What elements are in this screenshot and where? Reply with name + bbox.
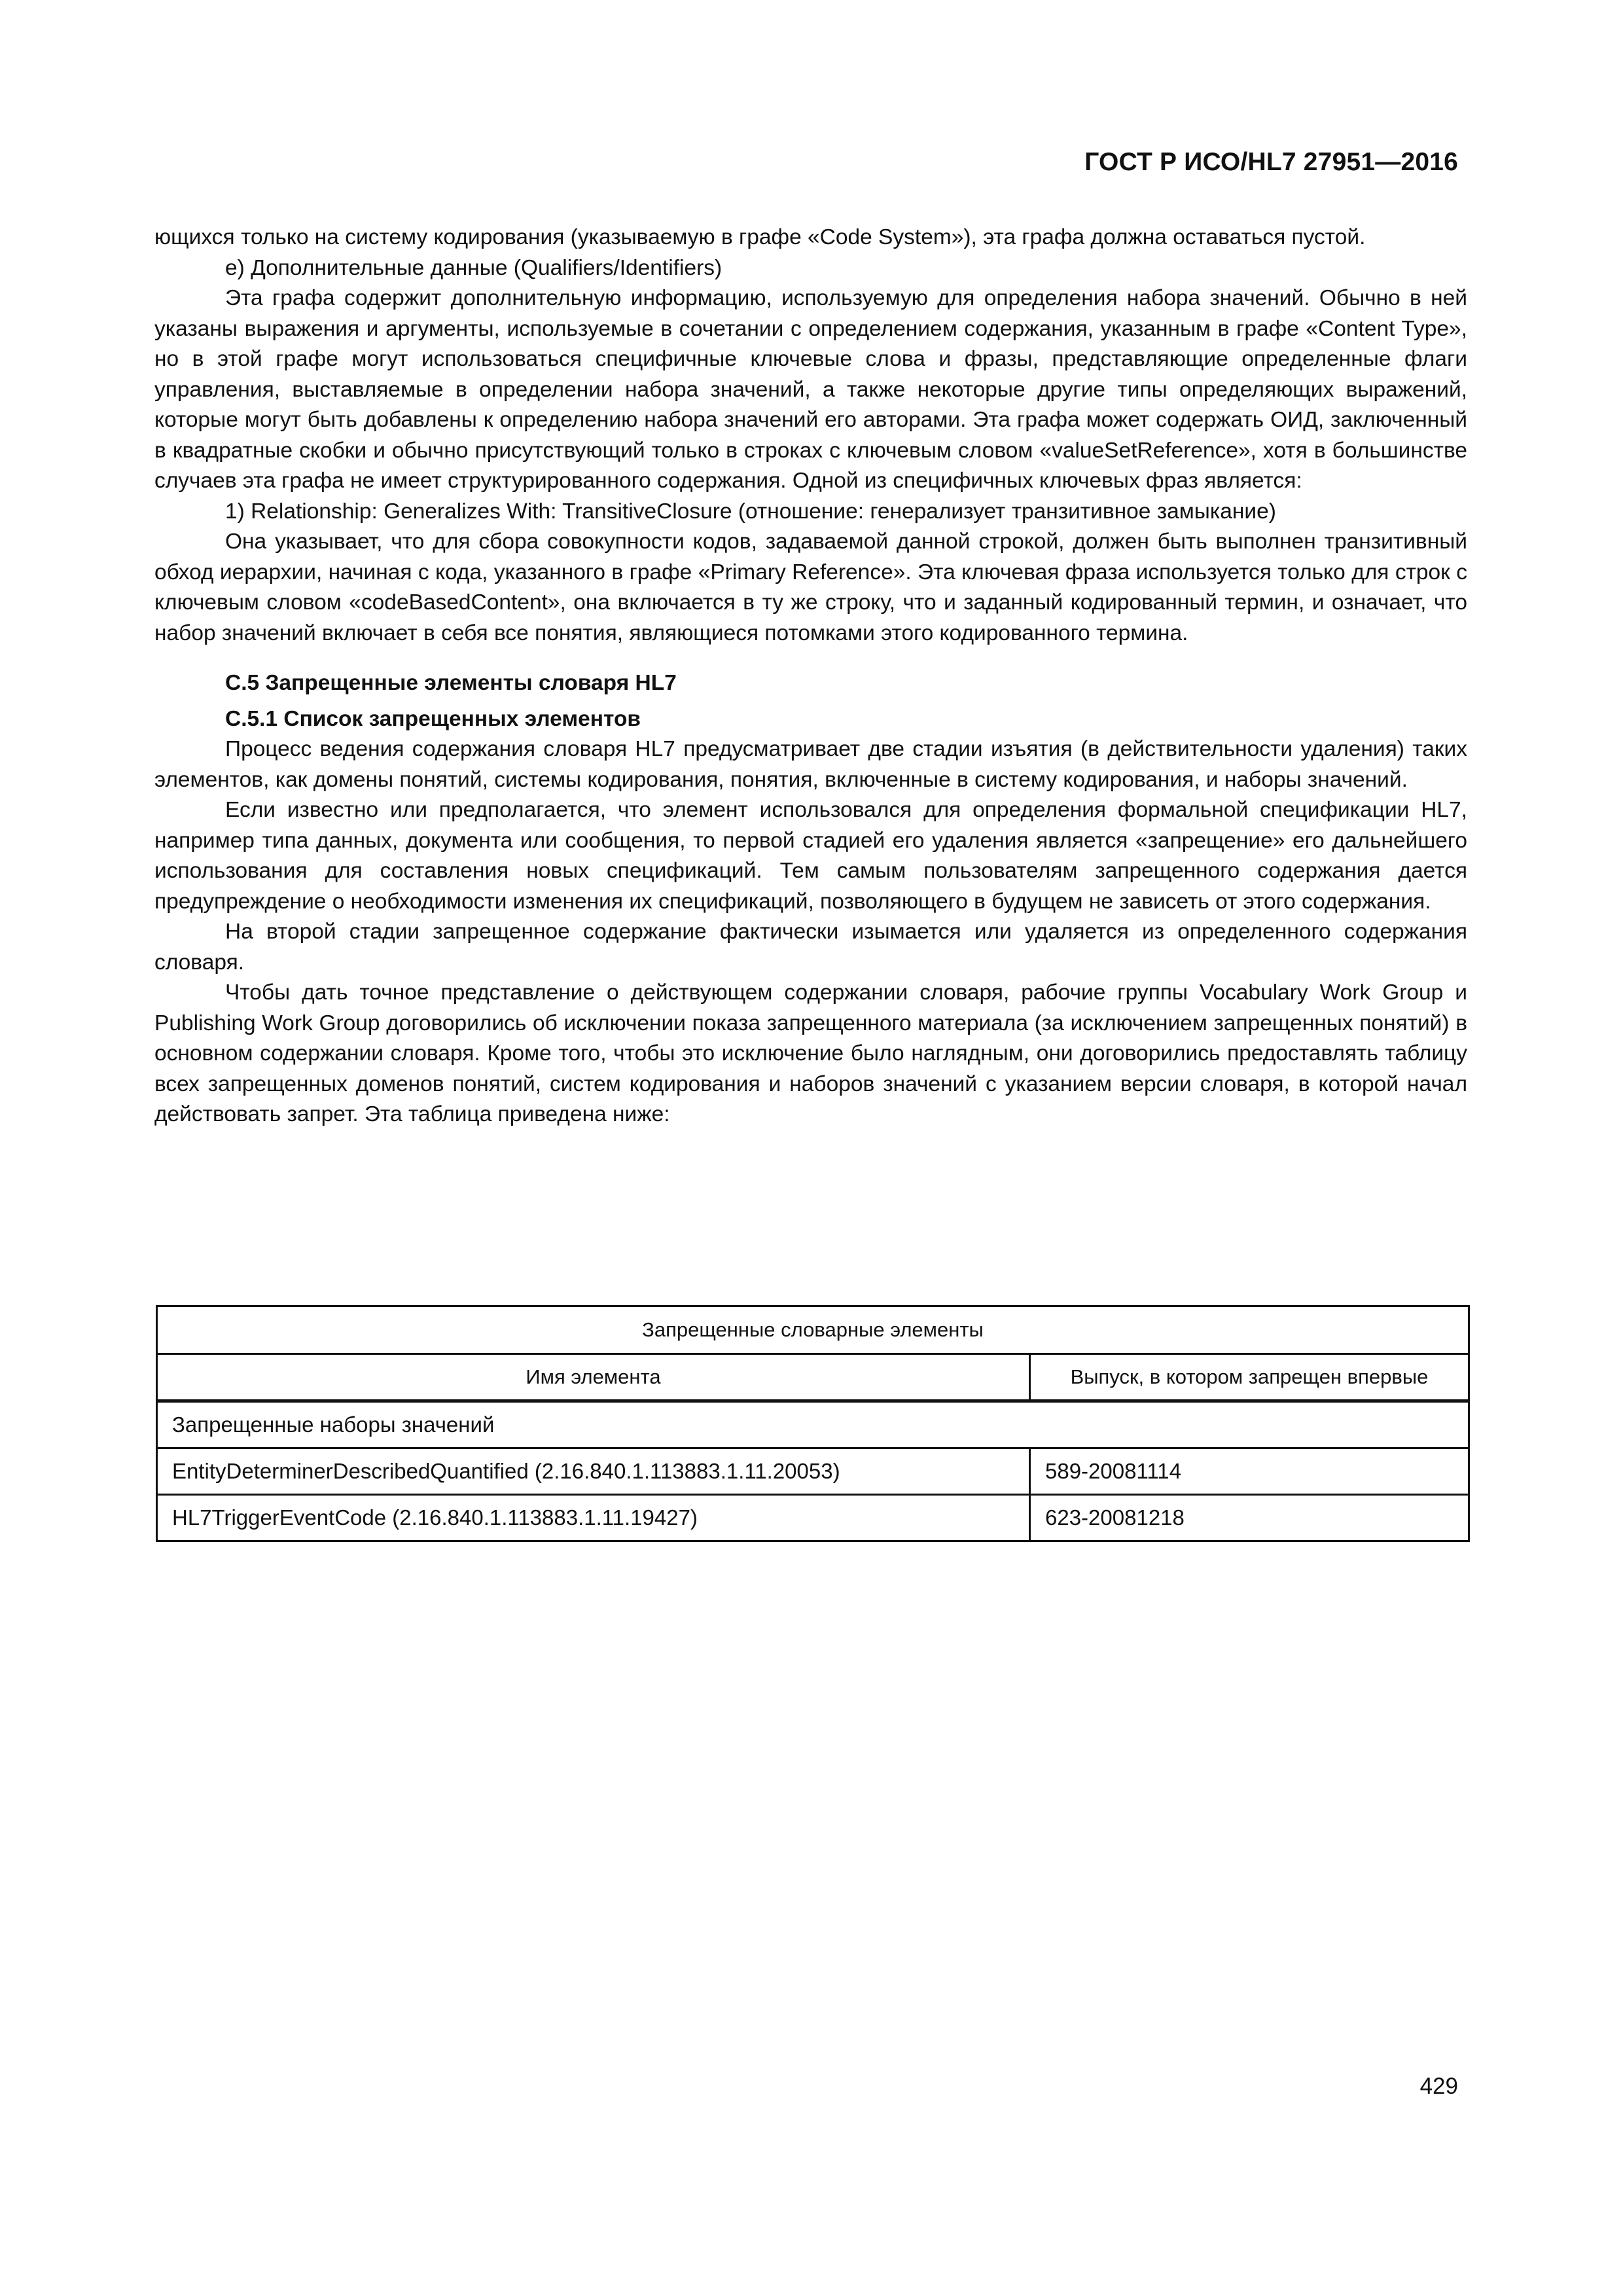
paragraph: ющихся только на систему кодирования (указываемую в графе «Code System»), эта графа должна оставаться пустой. bbox=[154, 225, 1366, 249]
paragraph: Она указывает, что для сбора совокупности кодов, задаваемой данной строкой, должен быть выполнен транзитивный обход иерархии, начиная с кода, указанного в графе «Primary Reference». Эта ключевая фраза используется только для строк с ключевым словом «codeBasedContent», она включается в ту же строку, что и заданный кодированный термин, и означает, что набор значений включает в себя все понятия, являющиеся потомками этого кодированного термина. bbox=[154, 529, 1467, 645]
table-title-row bbox=[157, 1306, 1469, 1354]
paragraph: Если известно или предполагается, что элемент использовался для определения формальной спецификации HL7, например типа данных, документа или сообщения, то первой стадией его удаления является «запрещение» его дальнейшего использования для составления новых спецификаций. Тем самым пользователям запрещенного содержания дается предупреждение о необходимости изменения их спецификаций, позволяющего в будущем не зависеть от этого содержания. bbox=[154, 798, 1467, 914]
table-header-row bbox=[157, 1354, 1469, 1401]
document-body bbox=[154, 223, 1467, 1130]
column-header-release: Выпуск, в котором запрещен впервые bbox=[1030, 1354, 1469, 1401]
list-item-1: 1) Relationship: Generalizes With: TransitiveClosure (отношение: генерализует транзитивное замыкание) bbox=[225, 499, 1276, 524]
element-name-cell: EntityDeterminerDescribedQuantified (2.16.840.1.113883.1.11.20053) bbox=[157, 1448, 1030, 1495]
list-item-e: e) Дополнительные данные (Qualifiers/Identifiers) bbox=[225, 255, 722, 280]
release-cell: 589-20081114 bbox=[1030, 1448, 1469, 1495]
forbidden-elements-table bbox=[156, 1305, 1470, 1542]
paragraph: Чтобы дать точное представление о действующем содержании словаря, рабочие группы Vocabulary Work Group и Publishing Work Group договорились об исключении показа запрещенного материала (за исключением запрещенных понятий) в основном содержании словаря. Кроме того, чтобы это исключение было наглядным, они договорились предоставлять таблицу всех запрещенных доменов понятий, систем кодирования и наборов значений с указанием версии словаря, в которой начал действовать запрет. Эта таблица приведена ниже: bbox=[154, 980, 1467, 1126]
subsection-heading: С.5.1 Список запрещенных элементов bbox=[225, 706, 641, 731]
table-row bbox=[157, 1495, 1469, 1541]
group-label: Запрещенные наборы значений bbox=[157, 1401, 1469, 1448]
table-group-row bbox=[157, 1401, 1469, 1448]
section-heading: С.5 Запрещенные элементы словаря HL7 bbox=[225, 671, 677, 695]
document-header: ГОСТ Р ИСО/HL7 27951—2016 bbox=[1084, 148, 1458, 176]
element-name-cell: HL7TriggerEventCode (2.16.840.1.113883.1.11.19427) bbox=[157, 1495, 1030, 1541]
paragraph: Процесс ведения содержания словаря HL7 предусматривает две стадии изъятия (в действительности удаления) таких элементов, как домены понятий, системы кодирования, понятия, включенные в систему кодирования, и наборы значений. bbox=[154, 737, 1467, 792]
release-cell: 623-20081218 bbox=[1030, 1495, 1469, 1541]
column-header-name: Имя элемента bbox=[157, 1354, 1030, 1401]
paragraph: Эта графа содержит дополнительную информацию, используемую для определения набора значений. Обычно в ней указаны выражения и аргументы, используемые в сочетании с определением содержания, указанным в графе «Content Type», но в этой графе могут использоваться специфичные ключевые слова и фразы, представляющие определенные флаги управления, выставляемые в определении набора значений, а также некоторые другие типы определяющих выражений, которые могут быть добавлены к определению набора значений его авторами. Эта графа может содержать ОИД, заключенный в квадратные скобки и обычно присутствующий только в строках с ключевым словом «valueSetReference», хотя в большинстве случаев эта графа не имеет структурированного содержания. Одной из специфичных ключевых фраз является: bbox=[154, 286, 1467, 493]
table-row bbox=[157, 1448, 1469, 1495]
paragraph: На второй стадии запрещенное содержание фактически изымается или удаляется из определенного содержания словаря. bbox=[154, 920, 1467, 975]
page-number: 429 bbox=[1419, 2073, 1458, 2099]
table-title: Запрещенные словарные элементы bbox=[157, 1306, 1469, 1354]
